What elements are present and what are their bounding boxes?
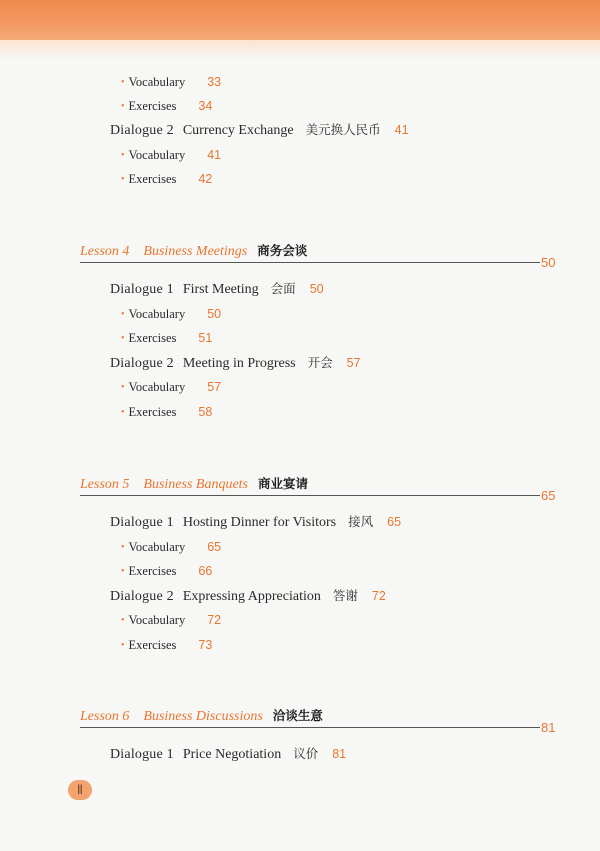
entry-page-number: 50 bbox=[207, 306, 222, 321]
dialogue-chinese-title: 答谢 bbox=[332, 587, 358, 603]
dialogue-chinese-title: 美元换人民币 bbox=[305, 122, 381, 137]
dialogue-chinese-title: 开会 bbox=[307, 354, 333, 370]
bullet-icon: • bbox=[121, 174, 125, 185]
dialogue-title: Expressing Appreciation bbox=[182, 588, 321, 604]
entry-page-number: 58 bbox=[198, 404, 213, 419]
bullet-icon: • bbox=[121, 77, 125, 88]
entry-page-number: 41 bbox=[207, 148, 222, 162]
bullet-icon: • bbox=[121, 639, 125, 651]
dialogue-title: Price Negotiation bbox=[182, 747, 282, 762]
dialogue-chinese-title: 接风 bbox=[348, 514, 374, 529]
lesson-chinese-name: 商业宴请 bbox=[258, 476, 309, 491]
lesson-number: Lesson 5 bbox=[80, 477, 130, 492]
dialogue-title: Hosting Dinner for Visitors bbox=[182, 515, 337, 530]
entry-label: Vocabulary bbox=[128, 380, 186, 394]
entry-page-number: 34 bbox=[198, 99, 213, 113]
dialogue-label: Dialogue 2 bbox=[110, 123, 174, 138]
lesson-name: Business Meetings bbox=[143, 244, 248, 259]
entry-label: Exercises bbox=[128, 564, 177, 578]
toc-sub-entry[interactable] bbox=[121, 306, 221, 324]
header-band-fade bbox=[0, 40, 600, 60]
lesson-title bbox=[80, 474, 308, 493]
toc-dialogue-entry[interactable] bbox=[110, 281, 324, 298]
lesson-heading[interactable] bbox=[80, 708, 540, 728]
lesson-page-number: 50 bbox=[541, 255, 556, 270]
entry-label: Exercises bbox=[128, 172, 177, 186]
dialogue-label: Dialogue 2 bbox=[110, 355, 174, 371]
lesson-title bbox=[80, 706, 323, 725]
lesson-chinese-name: 商务会谈 bbox=[257, 243, 308, 258]
entry-page-number: 66 bbox=[198, 564, 213, 578]
entry-page-number: 65 bbox=[207, 539, 222, 554]
bullet-icon: • bbox=[121, 615, 125, 626]
toc-dialogue-entry[interactable] bbox=[110, 355, 361, 372]
entry-page-number: 72 bbox=[207, 613, 222, 627]
entry-label: Exercises bbox=[128, 404, 177, 419]
entry-label: Vocabulary bbox=[128, 306, 186, 321]
header-color-band bbox=[0, 0, 600, 40]
entry-page-number: 57 bbox=[207, 380, 222, 394]
toc-sub-entry[interactable] bbox=[121, 74, 221, 92]
toc-dialogue-entry[interactable] bbox=[110, 588, 386, 605]
dialogue-title: Meeting in Progress bbox=[182, 355, 296, 371]
entry-page-number: 33 bbox=[207, 75, 222, 89]
lesson-name: Business Banquets bbox=[143, 477, 249, 492]
toc-sub-entry[interactable] bbox=[121, 539, 221, 557]
toc-sub-entry[interactable] bbox=[121, 563, 212, 581]
dialogue-title: Currency Exchange bbox=[182, 123, 294, 138]
bullet-icon: • bbox=[121, 566, 125, 577]
bullet-icon: • bbox=[121, 333, 125, 344]
lesson-page-number: 65 bbox=[541, 488, 556, 503]
toc-dialogue-entry[interactable] bbox=[110, 746, 346, 763]
lesson-chinese-name: 洽谈生意 bbox=[272, 708, 323, 723]
dialogue-label: Dialogue 2 bbox=[110, 588, 174, 604]
entry-page-number: 65 bbox=[387, 515, 402, 529]
entry-page-number: 73 bbox=[198, 637, 213, 652]
entry-page-number: 42 bbox=[198, 172, 213, 186]
entry-page-number: 72 bbox=[371, 588, 386, 603]
bullet-icon: • bbox=[121, 382, 125, 393]
entry-label: Vocabulary bbox=[128, 75, 186, 89]
toc-sub-entry[interactable] bbox=[121, 171, 212, 189]
lesson-heading[interactable] bbox=[80, 476, 540, 496]
lesson-heading[interactable] bbox=[80, 243, 540, 263]
toc-sub-entry[interactable] bbox=[121, 147, 221, 165]
dialogue-label: Dialogue 1 bbox=[110, 282, 174, 297]
lesson-name: Business Discussions bbox=[143, 709, 263, 724]
toc-dialogue-entry[interactable] bbox=[110, 122, 409, 139]
dialogue-title: First Meeting bbox=[182, 282, 259, 297]
dialogue-label: Dialogue 1 bbox=[110, 515, 174, 530]
toc-sub-entry[interactable] bbox=[121, 637, 212, 655]
entry-label: Vocabulary bbox=[128, 539, 186, 554]
dialogue-label: Dialogue 1 bbox=[110, 747, 174, 762]
toc-sub-entry[interactable] bbox=[121, 404, 212, 422]
entry-label: Exercises bbox=[128, 331, 177, 345]
bullet-icon: • bbox=[121, 308, 125, 320]
bullet-icon: • bbox=[121, 101, 125, 112]
dialogue-chinese-title: 会面 bbox=[270, 281, 296, 296]
entry-label: Vocabulary bbox=[128, 148, 186, 162]
entry-label: Vocabulary bbox=[128, 613, 186, 627]
entry-label: Exercises bbox=[128, 99, 177, 113]
bullet-icon: • bbox=[121, 150, 125, 161]
entry-page-number: 50 bbox=[309, 282, 324, 296]
lesson-number: Lesson 6 bbox=[80, 709, 130, 724]
bullet-icon: • bbox=[121, 406, 125, 418]
toc-dialogue-entry[interactable] bbox=[110, 514, 401, 531]
toc-sub-entry[interactable] bbox=[121, 612, 221, 630]
bullet-icon: • bbox=[121, 541, 125, 553]
entry-page-number: 81 bbox=[332, 747, 347, 761]
toc-sub-entry[interactable] bbox=[121, 98, 212, 116]
dialogue-chinese-title: 议价 bbox=[293, 746, 319, 761]
entry-page-number: 57 bbox=[346, 355, 361, 370]
entry-label: Exercises bbox=[128, 637, 177, 652]
lesson-title bbox=[80, 241, 307, 260]
page-number-badge: Ⅱ bbox=[68, 780, 92, 800]
entry-page-number: 41 bbox=[394, 123, 409, 137]
toc-sub-entry[interactable] bbox=[121, 330, 212, 348]
toc-sub-entry[interactable] bbox=[121, 379, 221, 397]
lesson-page-number: 81 bbox=[541, 720, 556, 735]
entry-page-number: 51 bbox=[198, 331, 213, 345]
lesson-number: Lesson 4 bbox=[80, 244, 130, 259]
